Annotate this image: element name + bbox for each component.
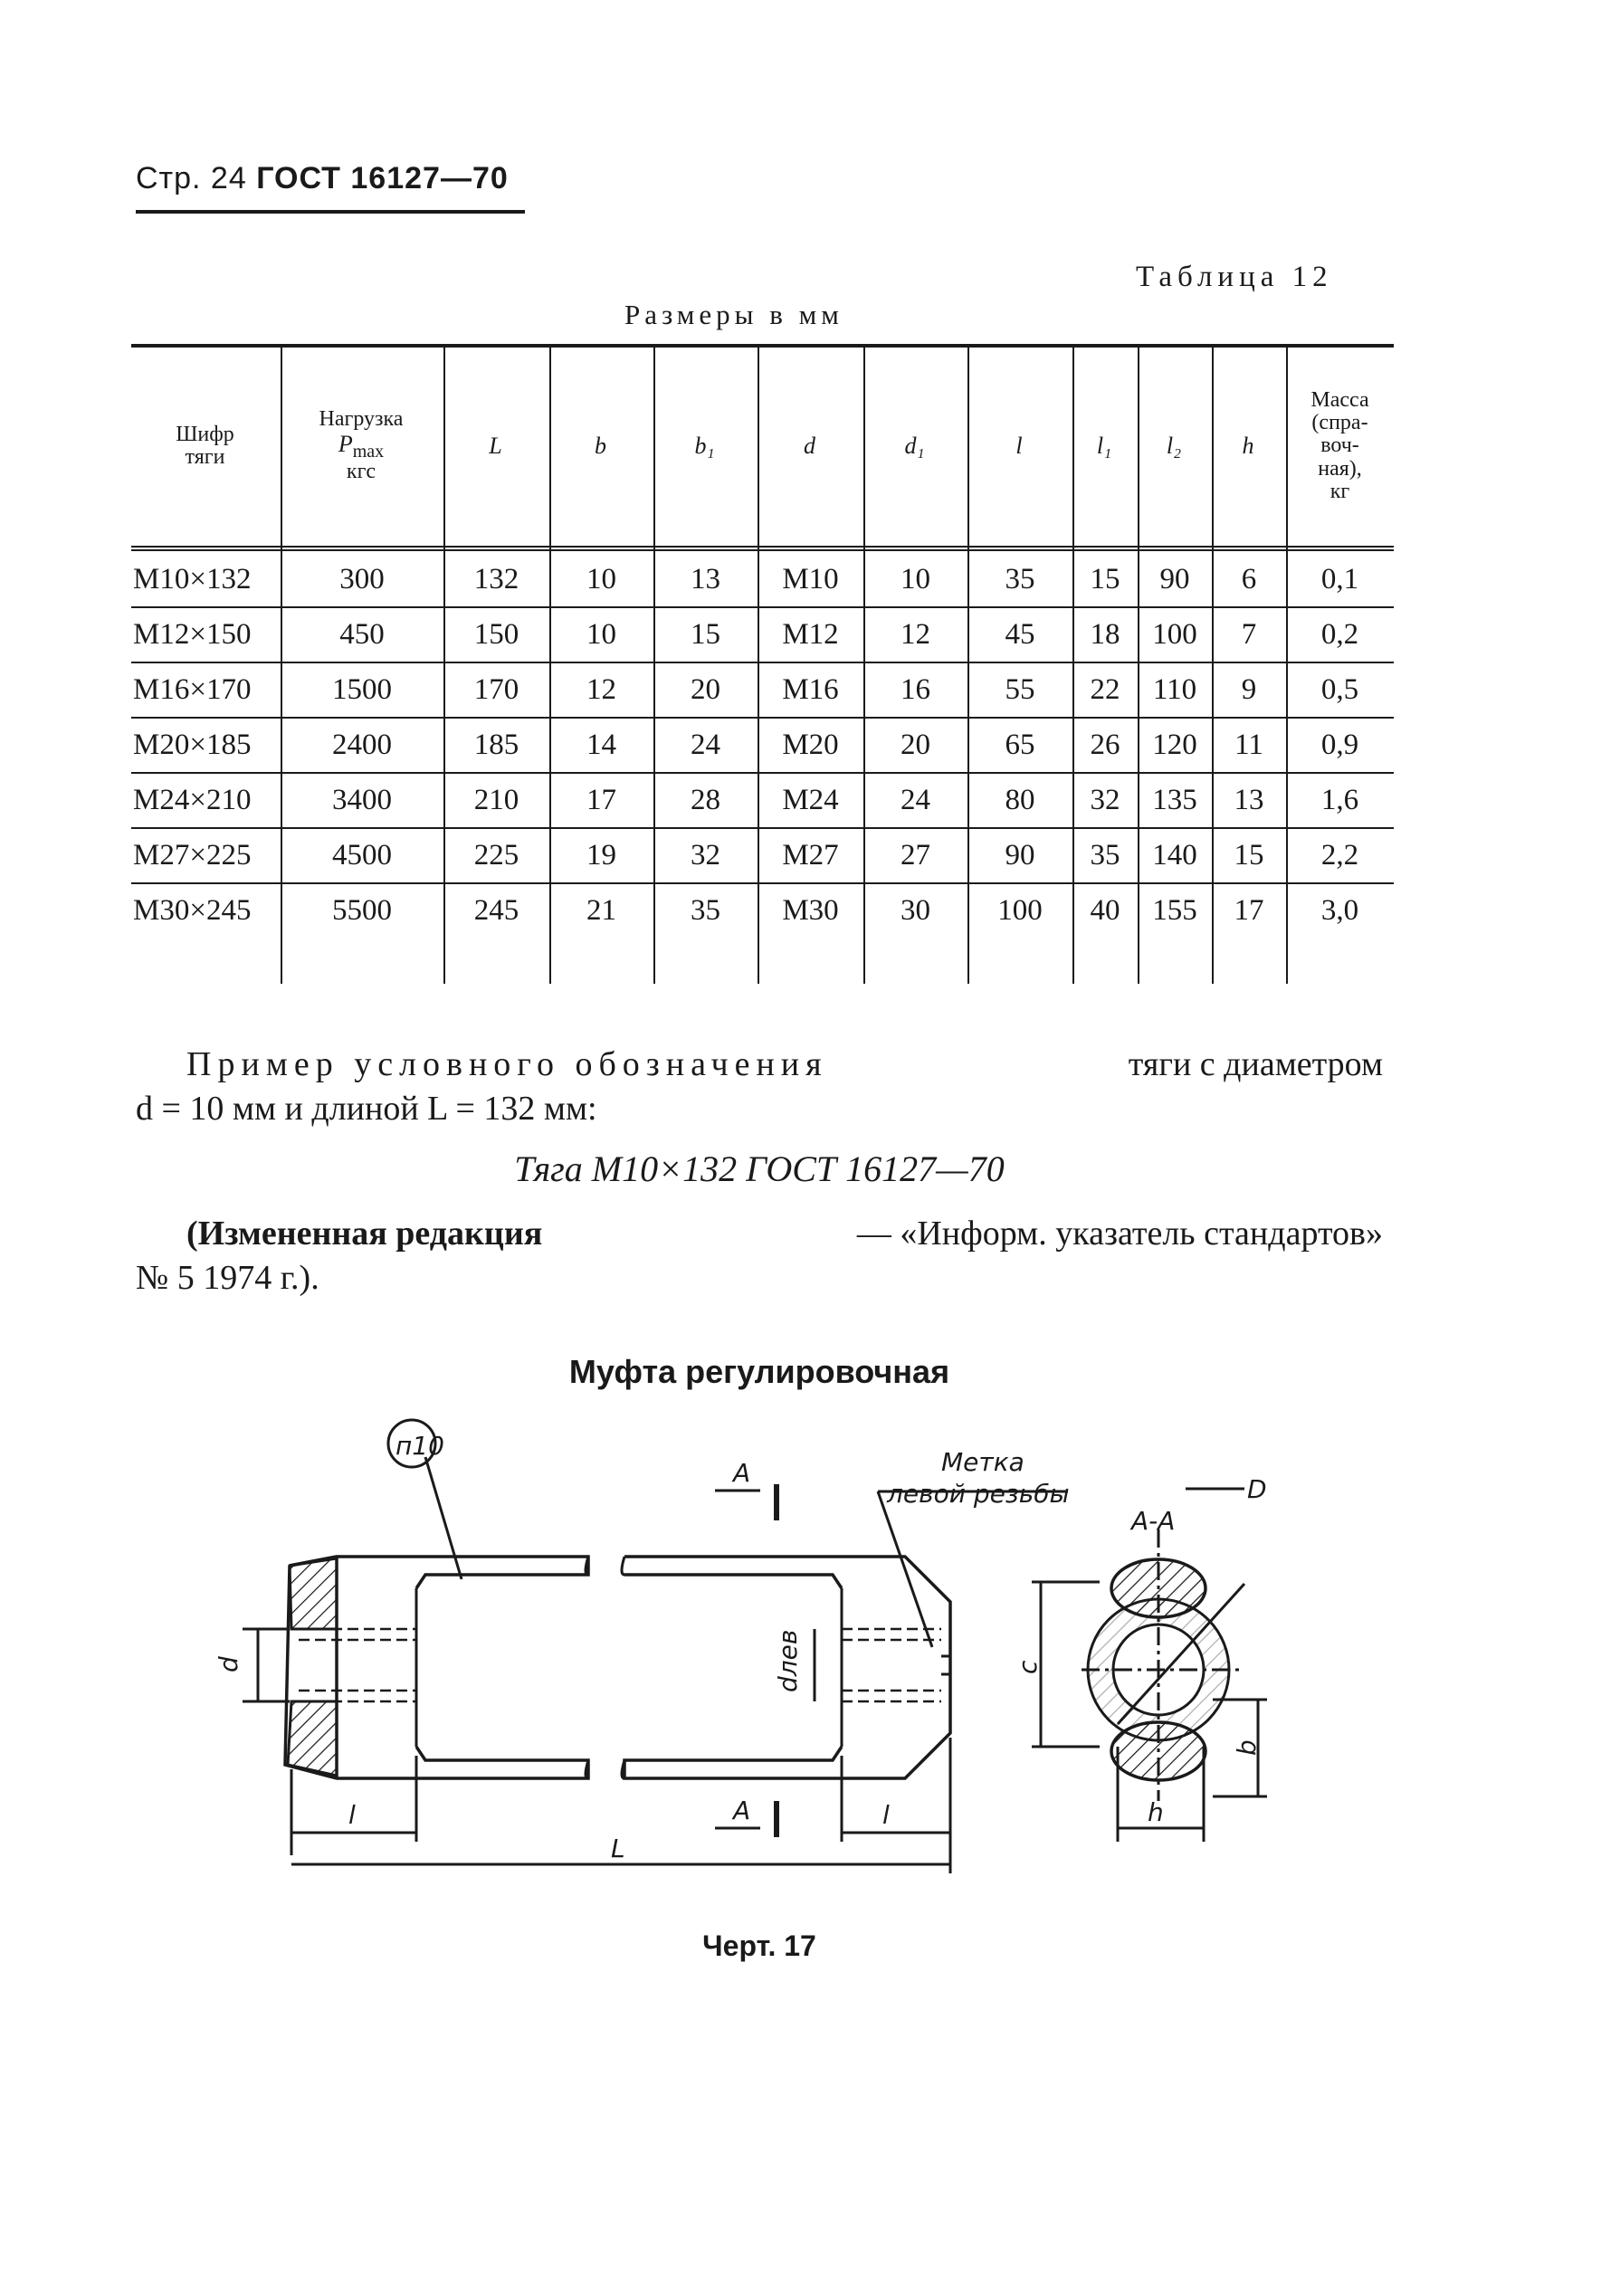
cell-l2: 110 <box>1152 672 1197 706</box>
th-l1: l₁ <box>1096 433 1112 460</box>
left-thread-mark-line-2: левой резьбы <box>887 1479 1070 1509</box>
th-code: Шифр тяги <box>176 422 234 469</box>
cell-l2: 140 <box>1152 838 1197 872</box>
cell-l: 100 <box>997 893 1043 927</box>
left-wall-section-bottom <box>288 1701 337 1776</box>
cell-load: 2400 <box>332 728 392 761</box>
cell-mass: 3,0 <box>1320 893 1359 927</box>
cell-b: 12 <box>586 672 616 706</box>
edition-note-line-2: № 5 1974 г.). <box>136 1259 319 1297</box>
cell-h: 17 <box>1234 893 1264 927</box>
cell-l1: 40 <box>1090 893 1120 927</box>
cell-L: 245 <box>473 893 519 927</box>
cell-d: M20 <box>782 728 839 761</box>
figure-caption: Черт. 17 <box>702 1929 816 1962</box>
cell-l1: 22 <box>1090 672 1120 706</box>
cell-code: M12×150 <box>133 617 252 651</box>
cell-d1: 24 <box>901 783 930 816</box>
cell-d1: 12 <box>901 617 930 651</box>
cell-L: 132 <box>473 562 519 595</box>
edition-note-line-1: (Измененная редакция — «Информ. указатель стандартов» <box>186 1215 1383 1253</box>
th-load: Нагрузка $P_{max}$ кгс <box>319 407 404 484</box>
cell-h: 6 <box>1241 562 1257 595</box>
cell-h: 9 <box>1241 672 1257 706</box>
cell-code: M27×225 <box>133 838 252 872</box>
dim-d-left-label: dлев <box>773 1629 803 1692</box>
left-wall-section-top <box>290 1558 337 1629</box>
cell-code: M16×170 <box>133 672 252 706</box>
cell-d1: 27 <box>901 838 930 872</box>
cell-l: 45 <box>1005 617 1035 651</box>
cell-l1: 15 <box>1090 562 1120 595</box>
left-thread-mark-line-1: Метка <box>941 1447 1024 1477</box>
cell-l2: 90 <box>1159 562 1190 595</box>
cell-load: 4500 <box>332 838 392 872</box>
cell-d1: 20 <box>901 728 930 761</box>
cell-d: M30 <box>782 893 839 927</box>
dim-b-label: b <box>1232 1739 1262 1756</box>
cell-d: M10 <box>782 562 839 595</box>
th-h: h <box>1242 433 1254 460</box>
cell-mass: 0,5 <box>1320 672 1359 706</box>
cell-d: M12 <box>782 617 839 651</box>
dim-c-label: c <box>1013 1660 1043 1674</box>
cell-l1: 18 <box>1090 617 1120 651</box>
cell-b1: 24 <box>691 728 720 761</box>
dim-d-label: d <box>214 1656 243 1672</box>
cell-load: 5500 <box>332 893 392 927</box>
coupling-drawing <box>0 1394 1601 1919</box>
th-d: d <box>804 433 815 460</box>
th-l: l <box>1015 433 1023 460</box>
cell-l1: 35 <box>1090 838 1120 872</box>
page-header <box>136 161 509 196</box>
cell-l: 55 <box>1005 672 1035 706</box>
table-title: Таблица 12 <box>1136 261 1333 293</box>
cell-code: M10×132 <box>133 562 252 595</box>
cell-load: 3400 <box>332 783 392 816</box>
th-d1: d₁ <box>904 433 925 460</box>
cell-b: 10 <box>586 617 616 651</box>
cell-h: 7 <box>1241 617 1257 651</box>
header-rule <box>136 210 525 214</box>
cell-d1: 30 <box>901 893 930 927</box>
cell-code: M20×185 <box>133 728 252 761</box>
cell-b1: 20 <box>691 672 720 706</box>
cell-l2: 135 <box>1152 783 1197 816</box>
cell-mass: 0,9 <box>1320 728 1359 761</box>
cell-d: M27 <box>782 838 839 872</box>
th-mass: Масса (спра- воч- ная), кг <box>1310 388 1369 503</box>
cell-mass: 2,2 <box>1320 838 1359 872</box>
cell-l1: 32 <box>1090 783 1120 816</box>
cell-mass: 0,1 <box>1320 562 1359 595</box>
cell-l: 35 <box>1005 562 1035 595</box>
th-l2: l₂ <box>1166 433 1182 460</box>
cell-code: M30×245 <box>133 893 252 927</box>
dim-L-label: L <box>611 1834 625 1863</box>
cell-d: M24 <box>782 783 839 816</box>
cell-load: 450 <box>339 617 385 651</box>
cell-b1: 28 <box>691 783 720 816</box>
table-units: Размеры в мм <box>624 299 843 330</box>
cell-b1: 15 <box>691 617 720 651</box>
th-L: L <box>489 433 502 460</box>
cell-b: 17 <box>586 783 616 816</box>
cell-load: 300 <box>339 562 385 595</box>
cell-b: 19 <box>586 838 616 872</box>
cell-h: 15 <box>1234 838 1264 872</box>
cell-l2: 120 <box>1152 728 1197 761</box>
cell-L: 185 <box>473 728 519 761</box>
dim-D-label: D <box>1247 1474 1267 1504</box>
example-line-1: Пример условного обозначения тяги с диаметром <box>186 1045 1383 1083</box>
cell-L: 225 <box>473 838 519 872</box>
dim-l-right-label: l <box>882 1800 890 1830</box>
cell-b: 10 <box>586 562 616 595</box>
example-line-2: d = 10 мм и длиной L = 132 мм: <box>136 1090 597 1128</box>
dim-l-left-label: l <box>348 1800 356 1830</box>
cell-l1: 26 <box>1090 728 1120 761</box>
cell-b1: 35 <box>691 893 720 927</box>
figure-title: Муфта регулировочная <box>568 1353 950 1390</box>
cell-l: 80 <box>1005 783 1035 816</box>
cell-d1: 10 <box>901 562 930 595</box>
cell-b: 21 <box>586 893 616 927</box>
th-b1: b₁ <box>694 433 715 460</box>
table-header-rule <box>131 546 1394 551</box>
section-view-label: A-A <box>1131 1506 1176 1536</box>
standard-number: ГОСТ 16127—70 <box>256 161 509 195</box>
th-b: b <box>595 433 606 460</box>
cell-mass: 0,2 <box>1320 617 1359 651</box>
cell-d1: 16 <box>901 672 930 706</box>
cell-load: 1500 <box>332 672 392 706</box>
cell-mass: 1,6 <box>1320 783 1359 816</box>
cell-L: 210 <box>473 783 519 816</box>
cell-h: 11 <box>1234 728 1263 761</box>
cell-L: 150 <box>473 617 519 651</box>
cell-l: 65 <box>1005 728 1035 761</box>
cell-code: M24×210 <box>133 783 252 816</box>
cell-l2: 155 <box>1152 893 1197 927</box>
material-label: п10 <box>395 1431 444 1461</box>
designation-example: Тяга M10×132 ГОСТ 16127—70 <box>514 1148 1005 1189</box>
cell-b1: 32 <box>691 838 720 872</box>
cell-L: 170 <box>473 672 519 706</box>
cell-b: 14 <box>586 728 616 761</box>
dim-h-label: h <box>1148 1797 1164 1827</box>
section-mark-top: A <box>733 1458 751 1488</box>
section-mark-bottom: A <box>733 1796 751 1825</box>
cell-l: 90 <box>1005 838 1035 872</box>
cell-l2: 100 <box>1152 617 1197 651</box>
cell-h: 13 <box>1234 783 1264 816</box>
page-label: Стр. 24 <box>136 161 247 195</box>
cell-d: M16 <box>782 672 839 706</box>
cell-b1: 13 <box>691 562 720 595</box>
